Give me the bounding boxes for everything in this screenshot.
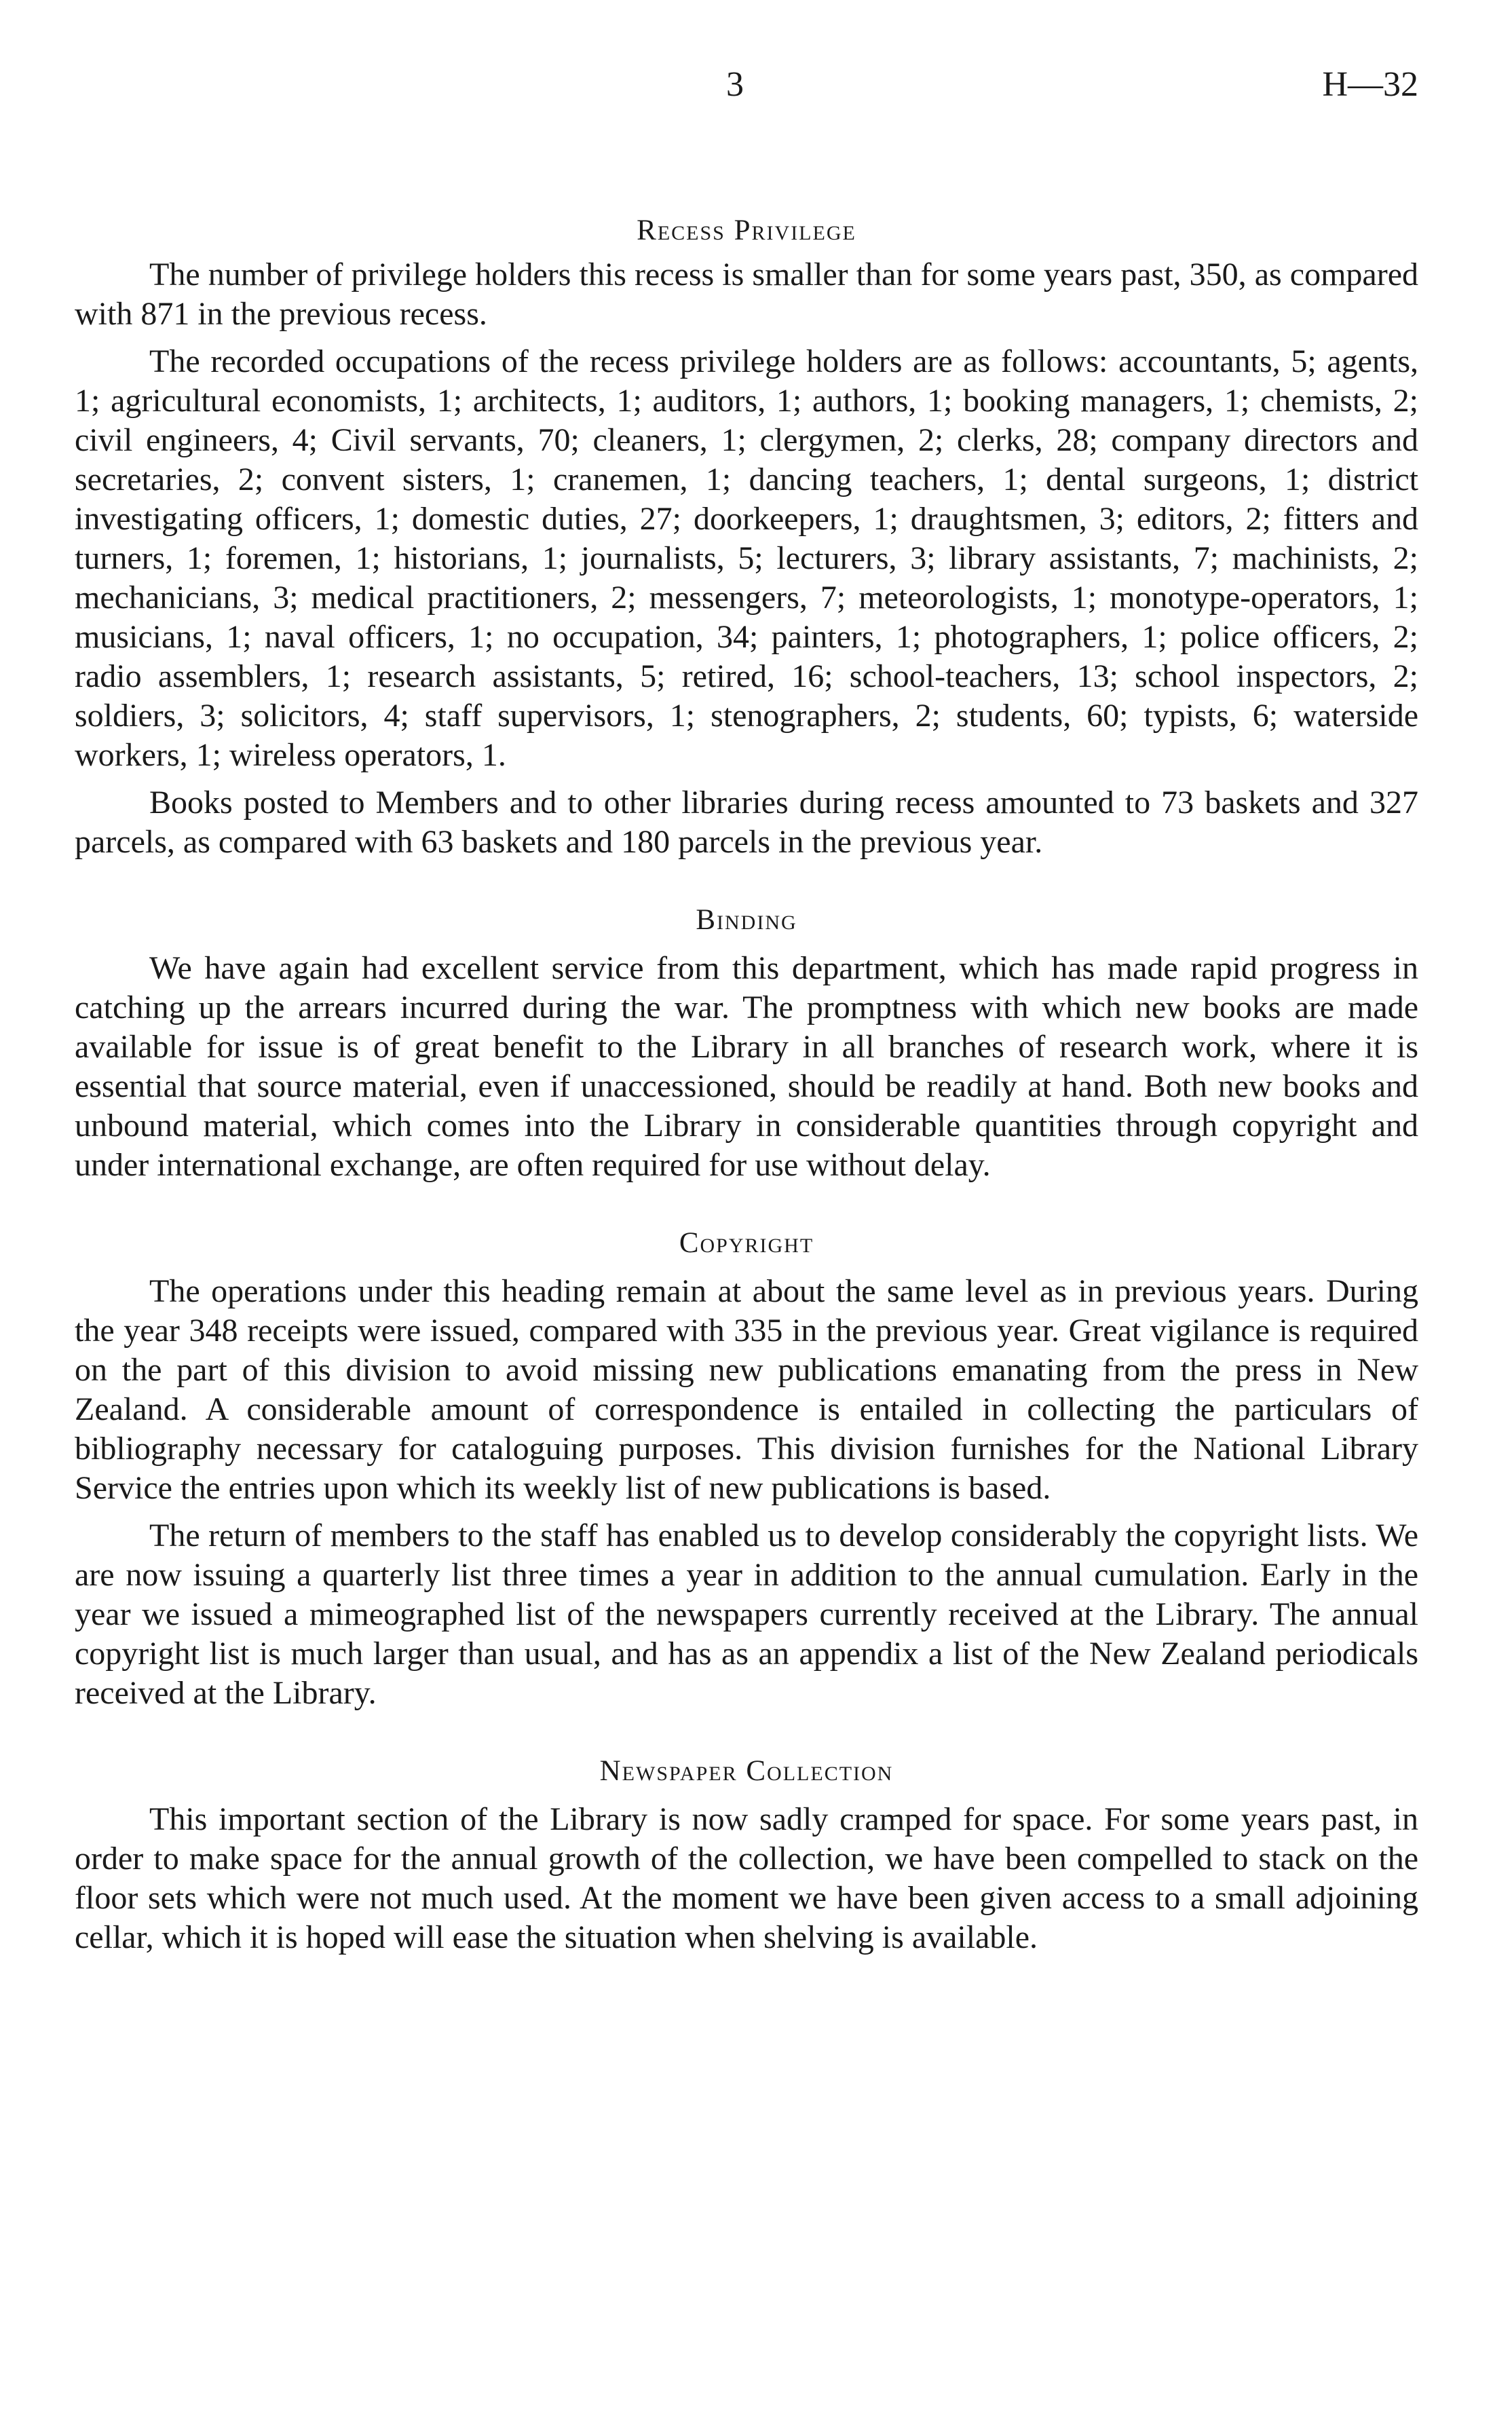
page-number: 3 (726, 65, 744, 104)
section-recess-privilege (75, 210, 1418, 862)
section-heading: Recess Privilege (637, 214, 856, 246)
section-binding (75, 900, 1418, 1185)
document-page (75, 64, 1418, 1957)
paragraph: The operations under this heading remain at about the same level as in previous years. During the year 348 receipts were issued, compared with 335 in the previous year. Great vigilance is required on the part of this division to avoid missing new publications emanating from the press in New Zealand. A considerable amount of correspondence is entailed in collecting the particulars of bibliography necessary for cataloguing purposes. This division furnishes for the National Library Service the entries upon which its weekly list of new publications is based. (75, 1273, 1418, 1506)
running-header (75, 64, 1418, 119)
section-newspaper-collection (75, 1751, 1418, 1957)
section-heading: Binding (696, 904, 797, 936)
document-reference: H—32 (1322, 65, 1418, 104)
section-heading: Copyright (679, 1227, 814, 1259)
section-heading: Newspaper Collection (599, 1755, 894, 1787)
section-copyright (75, 1223, 1418, 1713)
paragraph: Books posted to Members and to other libraries during recess amounted to 73 baskets and 327 parcels, as compared with 63 baskets and 180 parcels in the previous year. (75, 785, 1418, 860)
paragraph: The recorded occupations of the recess privilege holders are as follows: accountants, 5; agents, 1; agricultural economists, 1; architects, 1; auditors, 1; authors, 1; booking managers, 1; chemists, 2; civil engineers, 4; Civil servants, 70; cleaners, 1; clergymen, 2; clerks, 28; company directors and secretaries, 2; convent sisters, 1; cranemen, 1; dancing teachers, 1; dental surgeons, 1; district investigating officers, 1; domestic duties, 27; doorkeepers, 1; draughtsmen, 3; editors, 2; fitters and turners, 1; foremen, 1; historians, 1; journalists, 5; lecturers, 3; library assistants, 7; machinists, 2; mechanicians, 3; medical practitioners, 2; messengers, 7; meteorologists, 1; monotype-operators, 1; musicians, 1; naval officers, 1; no occupation, 34; painters, 1; photographers, 1; police officers, 2; radio assemblers, 1; research assistants, 5; retired, 16; school-teachers, 13; school inspectors, 2; soldiers, 3; solicitors, 4; staff supervisors, 1; stenographers, 2; students, 60; typists, 6; waterside workers, 1; wireless operators, 1. (75, 343, 1418, 773)
paragraph: The return of members to the staff has enabled us to develop considerably the copyright lists. We are now issuing a quarterly list three times a year in addition to the annual cumulation. Early in the year we issued a mimeographed list of the newspapers currently received at the Library. The annual copyright list is much larger than usual, and has as an appendix a list of the New Zealand periodicals received at the Library. (75, 1518, 1418, 1711)
paragraph: The number of privilege holders this recess is smaller than for some years past, 350, as compared with 871 in the previous recess. (75, 257, 1418, 332)
paragraph: This important section of the Library is now sadly cramped for space. For some years past, in order to make space for the annual growth of the collection, we have been compelled to stack on the floor sets which were not much used. At the moment we have been given access to a small adjoining cellar, which it is hoped will ease the situation when shelving is available. (75, 1801, 1418, 1955)
paragraph: We have again had excellent service from this department, which has made rapid progress in catching up the arrears incurred during the war. The promptness with which new books are made available for issue is of great benefit to the Library in all branches of research work, where it is essential that source material, even if unaccessioned, should be readily at hand. Both new books and unbound material, which comes into the Library in considerable quantities through copyright and under international exchange, are often required for use without delay. (75, 950, 1418, 1183)
